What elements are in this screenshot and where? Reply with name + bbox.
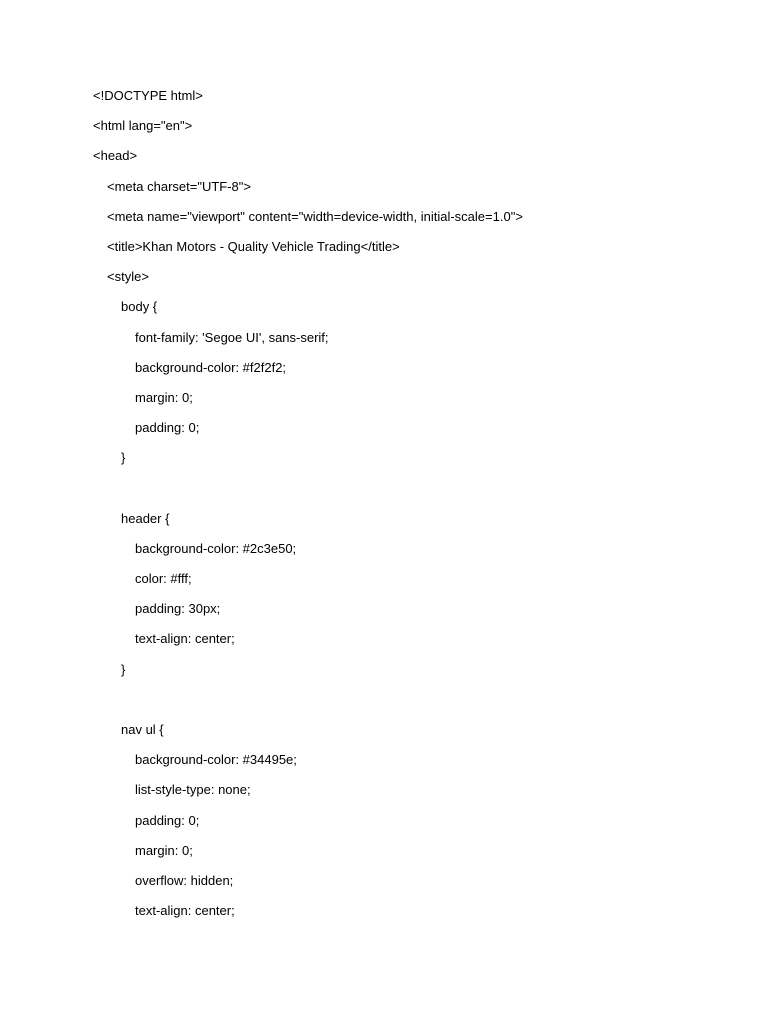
code-line: <meta charset="UTF-8"> <box>107 178 251 194</box>
code-line: padding: 0; <box>135 812 200 828</box>
code-line: <meta name="viewport" content="width=device-width, initial-scale=1.0"> <box>107 208 523 224</box>
code-line: background-color: #34495e; <box>135 752 297 768</box>
code-line: margin: 0; <box>135 842 193 858</box>
code-line: background-color: #f2f2f2; <box>135 359 287 375</box>
code-line: <title>Khan Motors - Quality Vehicle Trading</title> <box>107 238 400 254</box>
code-line: margin: 0; <box>135 389 193 405</box>
code-line: body { <box>121 299 158 315</box>
code-line: font-family: 'Segoe UI', sans-serif; <box>135 329 329 345</box>
code-line: padding: 30px; <box>135 601 221 617</box>
code-listing <box>93 86 733 931</box>
code-line: } <box>121 661 126 677</box>
code-line: <style> <box>107 269 149 285</box>
code-line: text-align: center; <box>135 903 235 919</box>
code-line: overflow: hidden; <box>135 872 234 888</box>
code-line: <!DOCTYPE html> <box>93 88 203 103</box>
code-line: background-color: #2c3e50; <box>135 540 297 556</box>
code-line: padding: 0; <box>135 420 200 436</box>
code-line: text-align: center; <box>135 631 235 647</box>
code-line: } <box>121 450 126 466</box>
code-line: <html lang="en"> <box>93 118 193 134</box>
code-line: list-style-type: none; <box>135 782 251 798</box>
blank-line <box>93 478 733 508</box>
code-line: <head> <box>93 148 138 164</box>
blank-line <box>93 690 733 720</box>
code-line: nav ul { <box>121 721 164 737</box>
code-line: color: #fff; <box>135 571 192 586</box>
code-line: header { <box>121 510 170 526</box>
